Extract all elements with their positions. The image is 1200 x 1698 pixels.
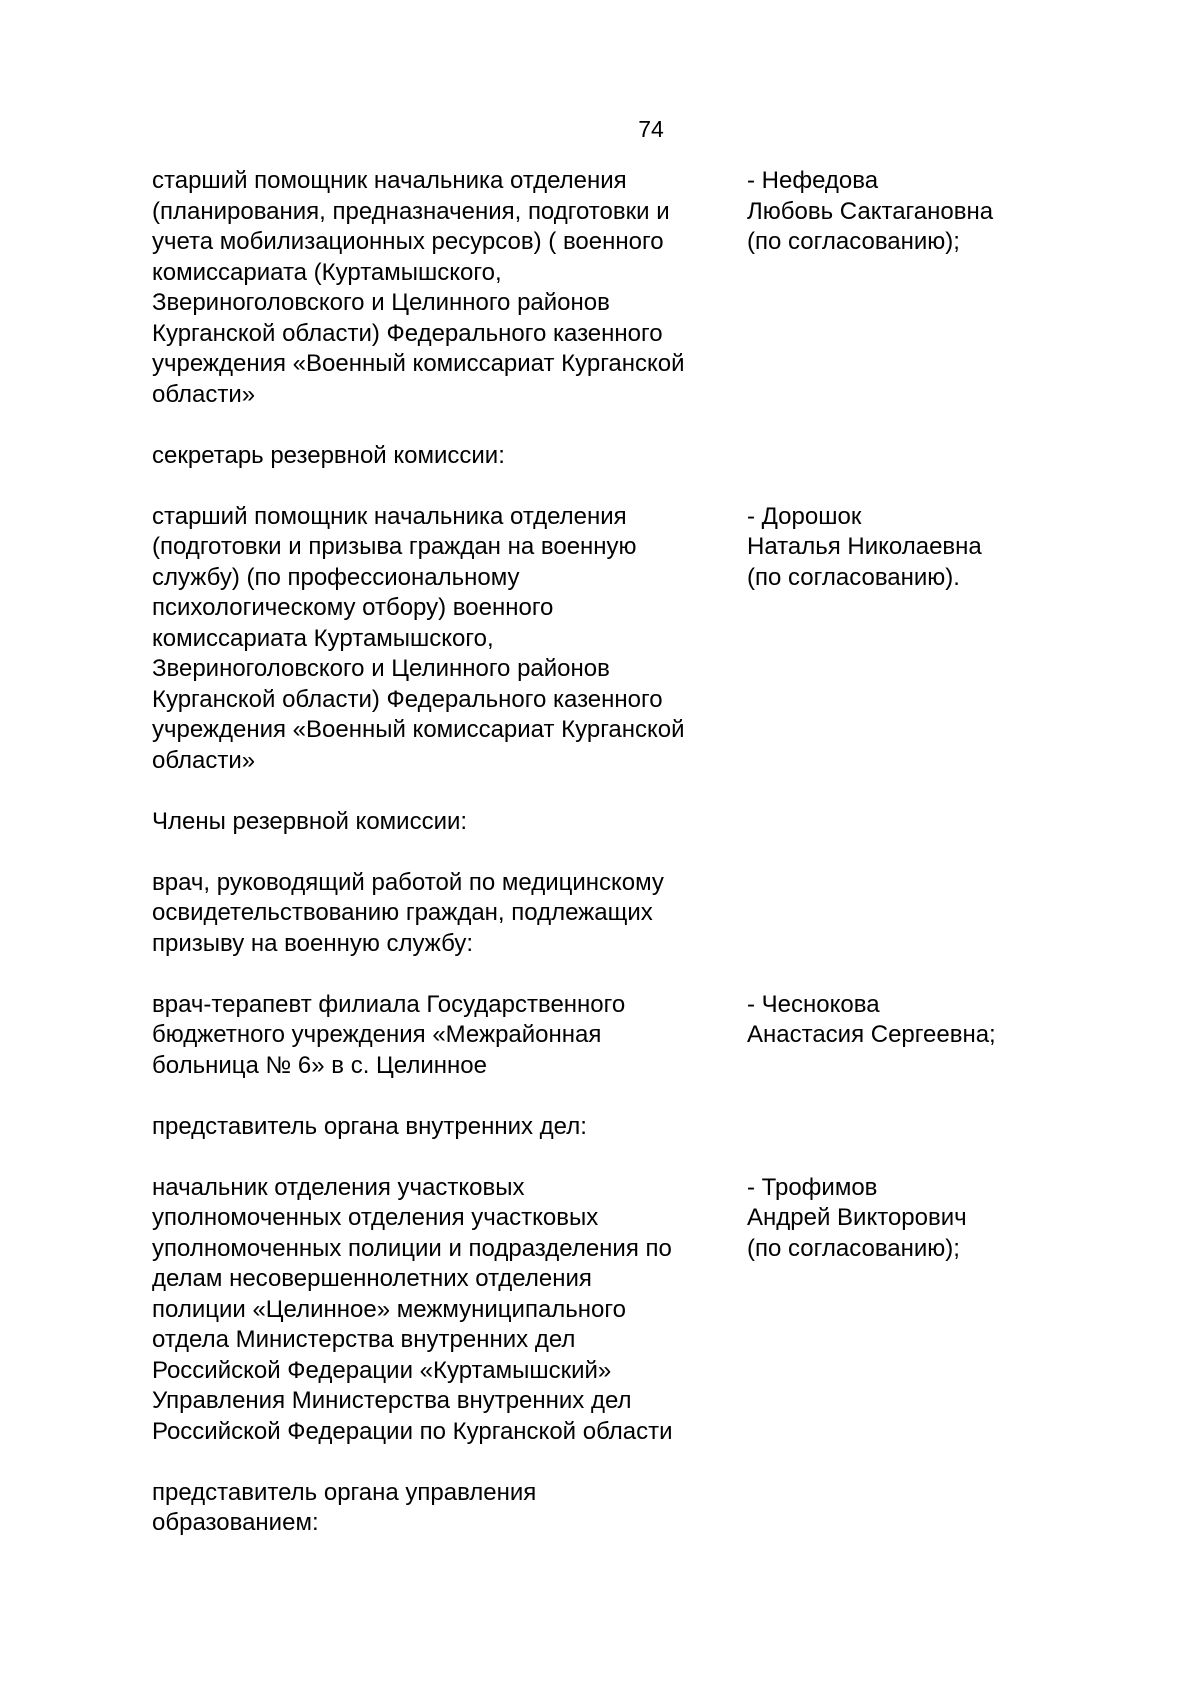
spacer — [152, 1081, 1052, 1112]
spacer — [152, 959, 1052, 990]
person-name: - Дорошок Наталья Николаевна (по согласованию). — [747, 502, 982, 591]
position-title: врач-терапевт филиала Государственного бюджетного учреждения «Межрайонная больница № 6» в с. Целинное — [152, 990, 626, 1079]
person-name: - Чеснокова Анастасия Сергеевна; — [747, 990, 996, 1048]
spacer — [152, 1447, 1052, 1478]
section-heading-members: Члены резервной комиссии: — [152, 807, 468, 835]
spacer — [152, 471, 1052, 502]
section-heading-police: представитель органа внутренних дел: — [152, 1112, 587, 1140]
person-name: - Нефедова Любовь Сактагановна (по согласованию); — [747, 167, 994, 255]
spacer — [152, 776, 1052, 807]
page-number: 74 — [638, 116, 664, 142]
spacer — [152, 410, 1052, 441]
position-title: начальник отделения участковых уполномоченных отделения участковых уполномоченных полиции и подразделения по делам несовершеннолетних отделения полиции «Целинное» межмуниципального отдела Министерства внутренних дел Российской Федерации «Куртамышский» Управления Министерства внутренних дел Российской Федерации по Курганской области — [152, 1173, 673, 1445]
section-heading-doctor: врач, руководящий работой по медицинскому освидетельствованию граждан, подлежащих призыву на военную службу: — [152, 868, 664, 957]
position-title: старший помощник начальника отделения (планирования, предназначения, подготовки и учета мобилизационных ресурсов) ( военного комиссариата (Куртамышского, Звериноголовского и Целинного районов Курганской области) Федерального казенного учреждения «Военный комиссариат Курганской области» — [152, 167, 685, 408]
section-heading-secretary: секретарь резервной комиссии: — [152, 441, 505, 469]
commission-entry — [152, 990, 1052, 1082]
position-title: старший помощник начальника отделения (подготовки и призыва граждан на военную службу) (по профессиональному психологическому отбору) военного комиссариата Куртамышского, Звериноголовского и Целинного районов Курганской области) Федерального казенного учреждения «Военный комиссариат Курганской области» — [152, 502, 685, 774]
commission-entry — [152, 166, 1052, 410]
spacer — [152, 1142, 1052, 1173]
section-heading-education: представитель органа управления образованием: — [152, 1478, 537, 1536]
spacer — [152, 837, 1052, 868]
commission-entry — [152, 1173, 1052, 1448]
commission-list — [152, 166, 1052, 1539]
person-name: - Трофимов Андрей Викторович (по согласованию); — [747, 1173, 967, 1262]
commission-entry — [152, 502, 1052, 777]
